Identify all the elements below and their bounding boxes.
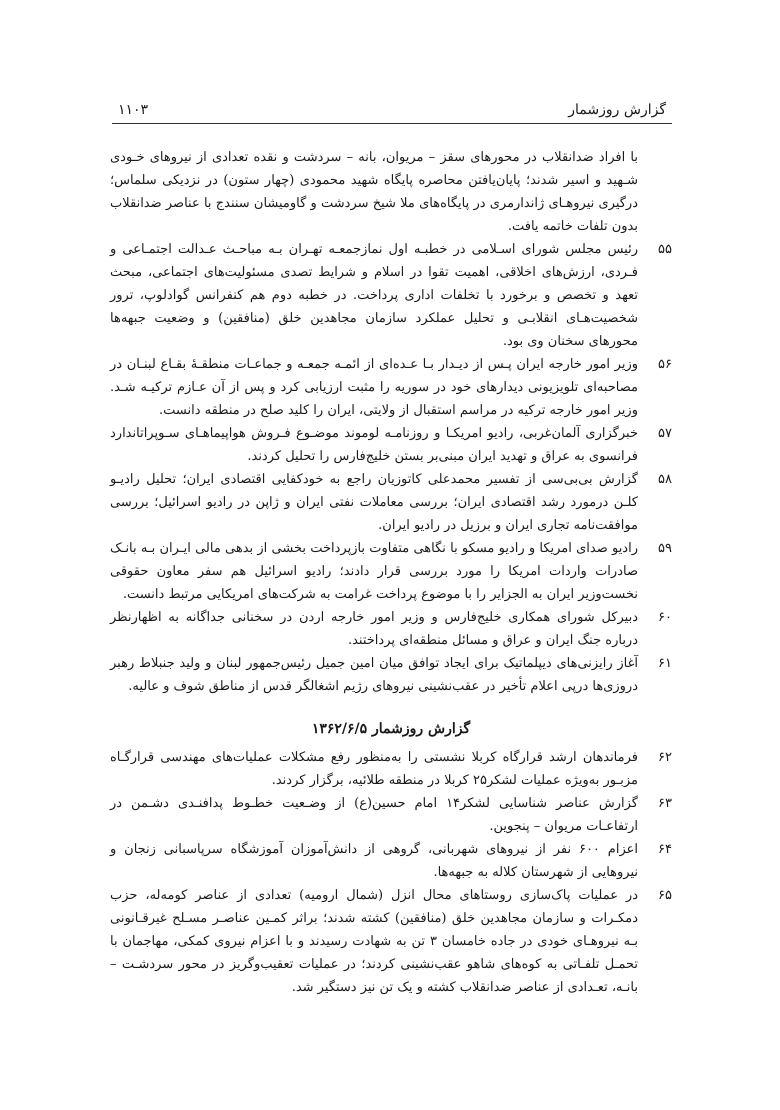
list-item xyxy=(110,746,672,792)
item-text: رادیو صدای امریکا و رادیو مسکو با نگاهی متفاوت بازپرداخت بخشی از بدهی مالی ایـران بـه بانـک صادرات واردات امریکا را مورد بررسی قرار دادند؛ رادیو اسرائیل هم سفر معاون حقوقی نخست‌وزیر ایران به الجزایر را با موضوع پرداخت غرامت به شرکت‌های امریکایی مرتبط دانست. xyxy=(110,541,638,602)
list-item xyxy=(110,422,672,468)
list-item xyxy=(110,652,672,698)
header-title: گزارش روزشمار xyxy=(568,102,666,118)
list-item xyxy=(110,537,672,606)
items-before-list xyxy=(110,238,672,698)
item-number: ۶۵ xyxy=(658,888,672,903)
list-item xyxy=(110,238,672,353)
item-text: خبرگزاری آلمان‌غربی، رادیو امریکـا و روزنامـه لوموند موضـوع فـروش هواپیماهـای سـوپراتاندارد فرانسوی به عراق و تهدید ایران مبنی‌بر بستن خلیج‌فارس را تحلیل کردند. xyxy=(110,426,638,464)
item-number: ۵۸ xyxy=(658,472,672,487)
list-item xyxy=(110,792,672,838)
item-text: در عملیات پاک‌سازی روستاهای محال انزل (شمال ارومیه) تعدادی از عناصر کومه‌له، حزب دمکـرات و سازمان مجاهدین خلق (منافقین) کشته شدند؛ براثر کمـین عناصـر مسـلح غیرقـانونی بـه نیروهـای خودی در جاده خامسان ۳ تن به شهادت رسیدند و با اعزام نیروی کمکی، مهاجمان با تحمـل تلفـاتی به کوه‌های شاهو عقب‌نشینی کردند؛ در عملیات تعقیب‌وگریز در محور سردشـت – بانـه، تعـدادی از عناصر ضدانقلاب کشته و یک تن نیز دستگیر شد. xyxy=(110,888,638,995)
item-number: ۵۹ xyxy=(658,541,672,556)
intro-text: با افراد ضدانقلاب در محورهای سقز – مریوان، بانه – سردشت و نقده تعدادی از نیروهای خـودی شـهید و اسیر شدند؛ پایان‌یافتن محاصره پایگاه شهید محمودی (چهار ستون) در نزدیکی سلماس؛ درگیری نیروهـای ژاندارمری در پایگاه‌های ملا شیخ سردشت و گاومیشان سنندج با عناصر ضدانقلاب بدون تلفات خاتمه یافت. xyxy=(110,150,638,234)
list-item xyxy=(110,606,672,652)
items-after-list xyxy=(110,746,672,999)
item-text: فرماندهان ارشد قرارگاه کربلا نشستی را به‌منظور رفع مشکلات عملیات‌های مهندسی قرارگـاه مزبـور به‌ویژه عملیات لشکر۲۵ کربلا در منطقه طلائیه، برگزار کردند. xyxy=(110,750,638,788)
page-number: ۱۱۰۳ xyxy=(118,102,149,118)
item-text: اعزام ۶۰۰ نفر از نیروهای شهربانی، گروهی از دانش‌آموزان آموزشگاه سرپاسبانی زنجان و نیروهایی از شهرستان کلاله به جبهه‌ها. xyxy=(110,842,638,880)
item-number: ۵۷ xyxy=(658,426,672,441)
item-text: رئیس مجلس شورای اسـلامی در خطبـه اول نمازجمعـه تهـران بـه مباحـث عـدالت اجتمـاعی و فـردی، ارزش‌های اخلاقی، اهمیت تقوا در اسلام و شرایط تصدی مسئولیت‌های اجتماعی، مبحث تعهد و تخصص و برخورد با تخلفات اداری پرداخت. در خطبه دوم هم کنفرانس گوادلوپ، ترور شخصیت‌هـای انقلابـی و تحلیل عملکرد سازمان مجاهدین خلق (منافقین) و وضعیت جبهه‌ها محورهای سخنان وی بود. xyxy=(110,242,638,349)
item-number: ۶۳ xyxy=(658,796,672,811)
item-number: ۶۰ xyxy=(658,610,672,625)
body-text xyxy=(110,146,672,999)
list-item xyxy=(110,353,672,422)
item-number: ۶۴ xyxy=(658,842,672,857)
item-text: آغاز رایزنی‌های دیپلماتیک برای ایجاد توافق میان امین جمیل رئیس‌جمهور لبنان و ولید جنبلاط رهبر دروزی‌ها درپی اعلام تأخیر در عقب‌نشینی نیروهای رژیم اشغالگر قدس از مناطق شوف و عالیه. xyxy=(110,656,638,694)
header-rule xyxy=(112,123,672,124)
running-header xyxy=(118,92,666,118)
list-item xyxy=(110,468,672,537)
item-text: گزارش عناصر شناسایی لشکر۱۴ امام حسین(ع) از وضـعیت خطـوط پدافنـدی دشـمن در ارتفاعـات مریوان – پنجوین. xyxy=(110,796,638,834)
list-item xyxy=(110,838,672,884)
item-number: ۵۶ xyxy=(658,357,672,372)
item-text: وزیر امور خارجه ایران پـس از دیـدار بـا عـده‌ای از ائمـه جمعـه و جماعـات منطقـهٔ بقـاع لبنـان در مصاحبه‌ای تلویزیونی دیدارهای خود در سوریه را مثبت ارزیابی کرد و پس از آن عـازم ترکیـه شـد. وزیر امور خارجه ترکیه در مراسم استقبال از ولایتی، ایران را کلید صلح در منطقه دانست. xyxy=(110,357,638,418)
item-number: ۶۲ xyxy=(658,750,672,765)
list-item xyxy=(110,884,672,999)
item-number: ۵۵ xyxy=(658,242,672,257)
item-number: ۶۱ xyxy=(658,656,672,671)
section-title: گزارش روزشمار ۱۳۶۲/۶/۵ xyxy=(311,721,471,737)
item-text: دبیرکل شورای همکاری خلیج‌فارس و وزیر امور خارجه اردن در سخنانی جداگانه به اظهارنظر درباره جنگ ایران و عراق و مسائل منطقه‌ای پرداختند. xyxy=(110,610,638,648)
item-text: گزارش بی‌بی‌سی از تفسیر محمدعلی کاتوزیان راجع به خودکفایی اقتصادی ایران؛ تحلیل رادیـو کلـن درمورد رشد اقتصادی ایران؛ بررسی معاملات نفتی ایران و ژاپن در رادیو اسرائیل؛ بررسی موافقت‌نامه تجاری ایران و برزیل در رادیو ایران. xyxy=(110,472,638,533)
intro-paragraph xyxy=(110,146,672,238)
